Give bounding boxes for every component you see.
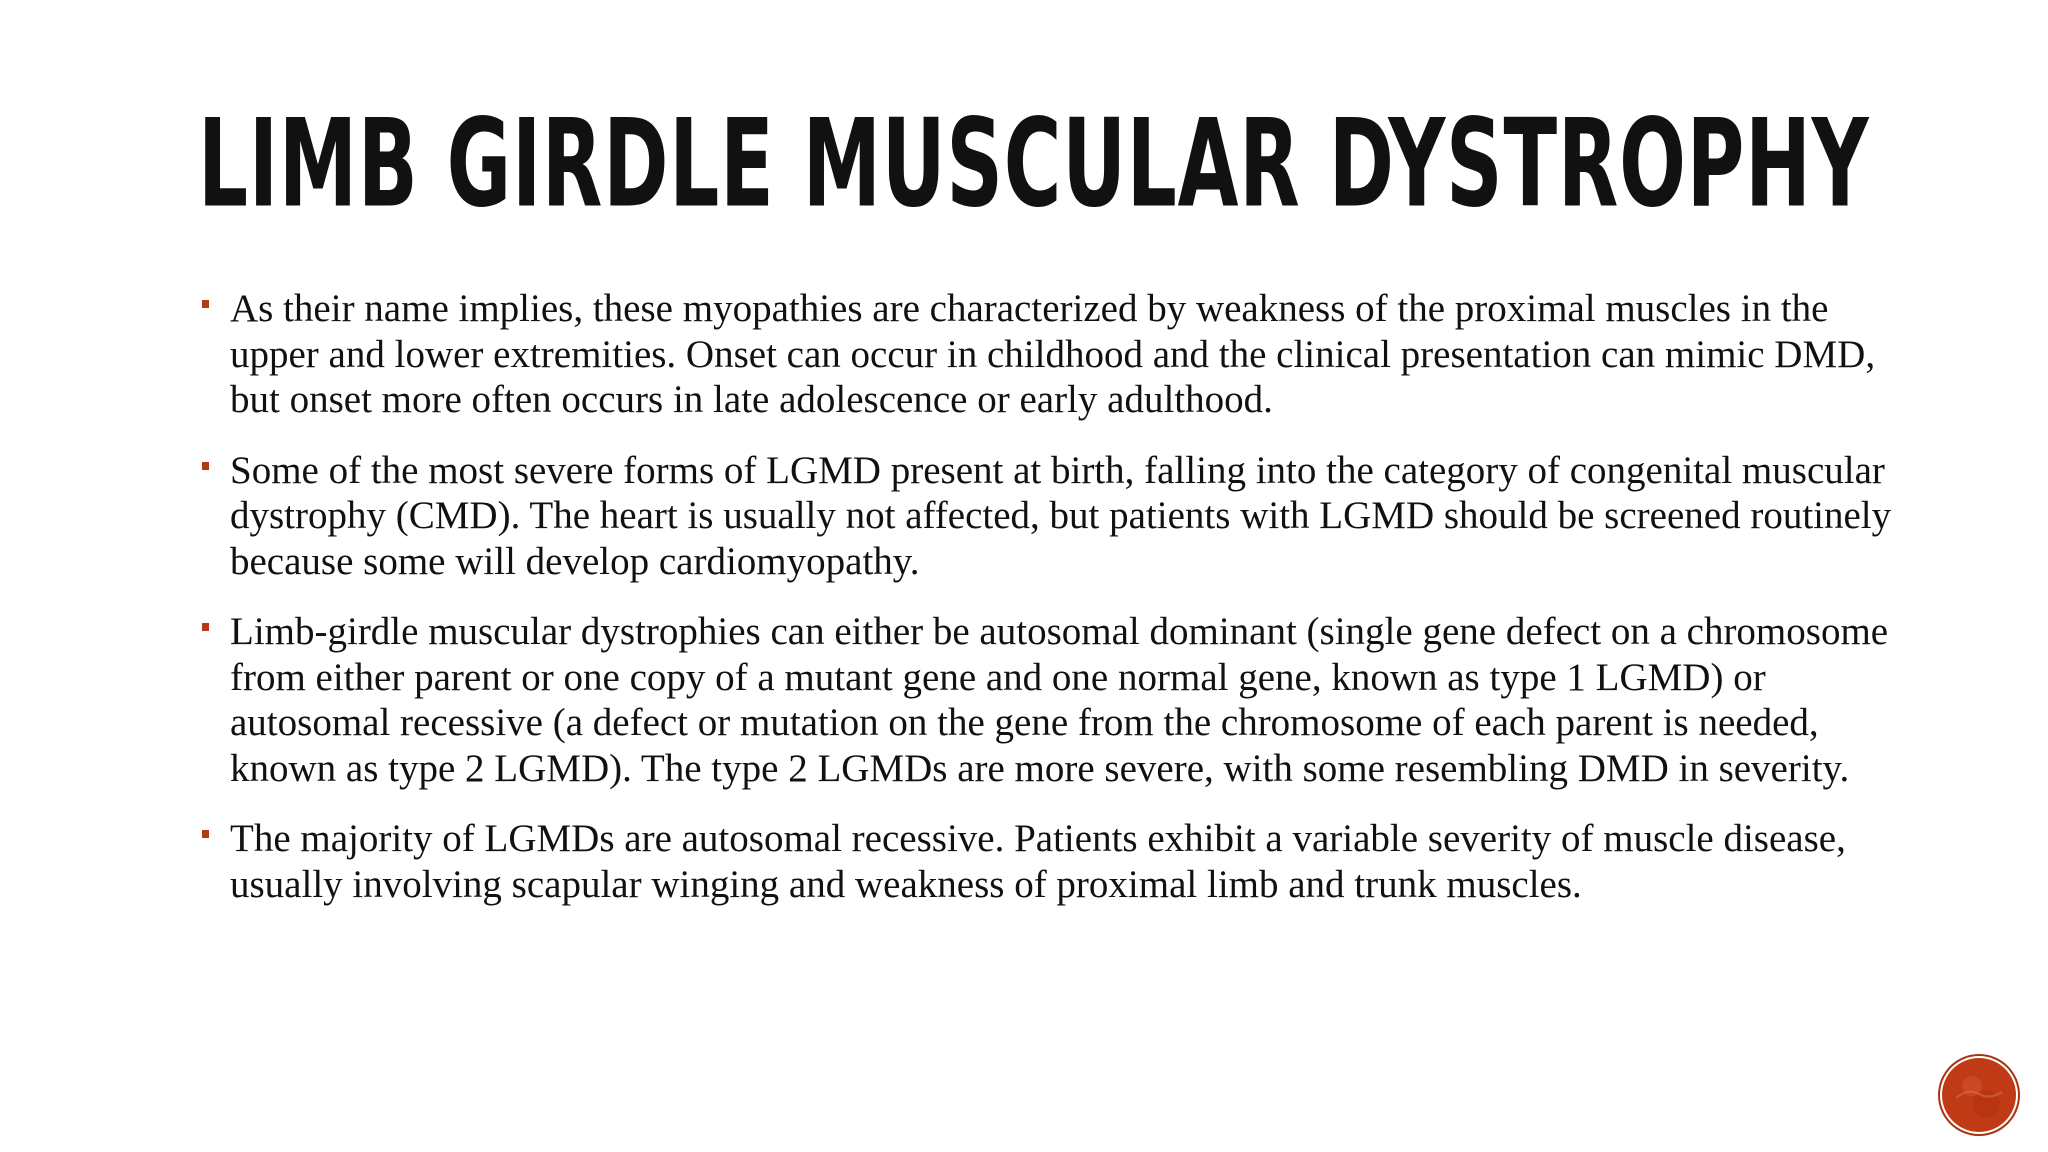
square-bullet-icon: [202, 300, 209, 308]
slide-title: LIMB GIRDLE MUSCULAR DYSTROPHY: [198, 94, 1870, 235]
bullet-item: [198, 448, 1898, 585]
square-bullet-icon: [202, 830, 209, 838]
bullet-text: The majority of LGMDs are autosomal recessive. Patients exhibit a variable severity of muscle disease, usually involving scapular winging and weakness of proximal limb and trunk muscles.: [230, 817, 1846, 906]
bullet-text: As their name implies, these myopathies are characterized by weakness of the proximal muscles in the upper and lower extremities. Onset can occur in childhood and the clinical presentation can mimic DMD, but onset more often occurs in late adolescence or early adulthood.: [230, 287, 1876, 421]
bullet-item: [198, 816, 1898, 907]
circle-nav-icon: [1942, 1058, 2016, 1132]
square-bullet-icon: [202, 462, 209, 470]
bullet-item: [198, 286, 1898, 423]
bullet-item: [198, 609, 1898, 791]
bullet-list: [198, 286, 1898, 932]
bullet-text: Limb-girdle muscular dystrophies can either be autosomal dominant (single gene defect on a chromosome from either parent or one copy of a mutant gene and one normal gene, known as type 1 LGMD) or autosomal recessive (a defect or mutation on the gene from the chromosome of each parent is needed, known as type 2 LGMD). The type 2 LGMDs are more severe, with some resembling DMD in severity.: [230, 610, 1889, 790]
square-bullet-icon: [202, 623, 209, 631]
slide-nav-button[interactable]: [1942, 1058, 2016, 1132]
bullet-text: Some of the most severe forms of LGMD present at birth, falling into the category of congenital muscular dystrophy (CMD). The heart is usually not affected, but patients with LGMD should be screened routinely because some will develop cardiomyopathy.: [230, 448, 1892, 583]
